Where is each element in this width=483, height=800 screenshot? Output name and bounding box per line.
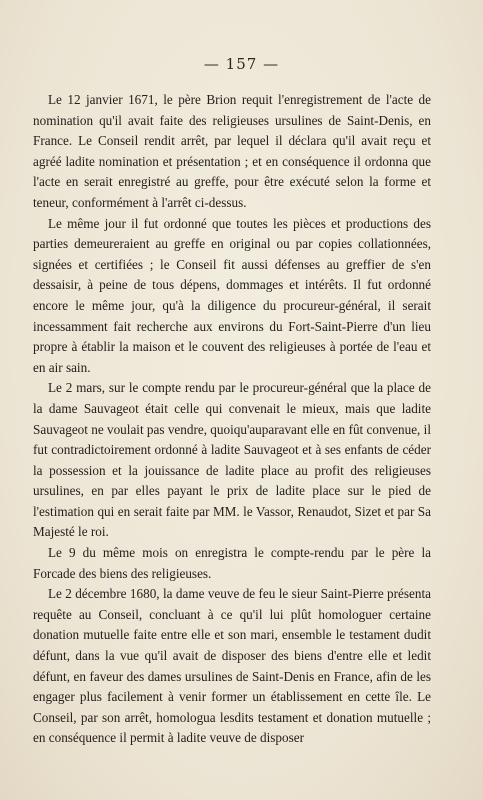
page-number: — 157 — bbox=[203, 55, 280, 73]
paragraph-2: Le même jour il fut ordonné que toutes les pièces et productions des parties demeureraient au greffe en original ou par copies collationnées, signées et certifiées ; le Conseil fit aussi défenses au greffier de s'en dessaisir, à peine de tous dépens, dommages et intérêts. Il fut ordonné encore le même jour, qu'à la diligence du procureur-général, il serait incessamment fait recherche aux environs du Fort-Saint-Pierre d'un lieu propre à établir la maison et le couvent des religieuses à portée de l'eau et en air sain. bbox=[33, 215, 431, 375]
paragraph-5: Le 2 décembre 1680, la dame veuve de feu le sieur Saint-Pierre présenta requête au Conseil, concluant à ce qu'il lui plût homologuer certaine donation mutuelle faite entre elle et son mari, ensemble le testament dudit défunt, dans la vue qu'il avait de disposer des biens d'entre elle et ledit défunt, en faveur des dames ursulines de Saint-Denis en France, afin de les engager plus facilement à venir former un établissement en cette île. Le Conseil, par son arrêt, homologua lesdits testament et donation mutuelle ; en conséquence il permit à ladite veuve de disposer bbox=[33, 586, 431, 746]
paragraph-3: Le 2 mars, sur le compte rendu par le procureur-général que la place de la dame Sauvageot était celle qui convenait le mieux, mais que ladite Sauvageot ne voulait pas vendre, quoiqu'auparavant elle en fût convenue, il fut contradictoirement ordonné à ladite Sauvageot et à ses enfants de céder la possession et la jouissance de ladite place au profit des religieuses ursulines, en par elles payant le prix de ladite place sur le pied de l'estimation qui en serait faite par MM. le Vassor, Renaudot, Sizet et par Sa Majesté le roi. bbox=[33, 380, 431, 540]
body-text bbox=[33, 90, 431, 749]
paragraph-4: Le 9 du même mois on enregistra le compte-rendu par le père la Forcade des biens des religieuses. bbox=[33, 545, 431, 581]
paragraph-1: Le 12 janvier 1671, le père Brion requit l'enregistrement de l'acte de nomination qu'il avait faite des religieuses ursulines de Saint-Denis, en France. Le Conseil rendit arrêt, par lequel il déclara qu'il avait reçu et agréé ladite nomination et présentation ; et en conséquence il ordonna que l'acte en serait enregistré au greffe, pour être exécuté selon la forme et teneur, conformément à l'arrêt ci-dessus. bbox=[33, 92, 431, 210]
